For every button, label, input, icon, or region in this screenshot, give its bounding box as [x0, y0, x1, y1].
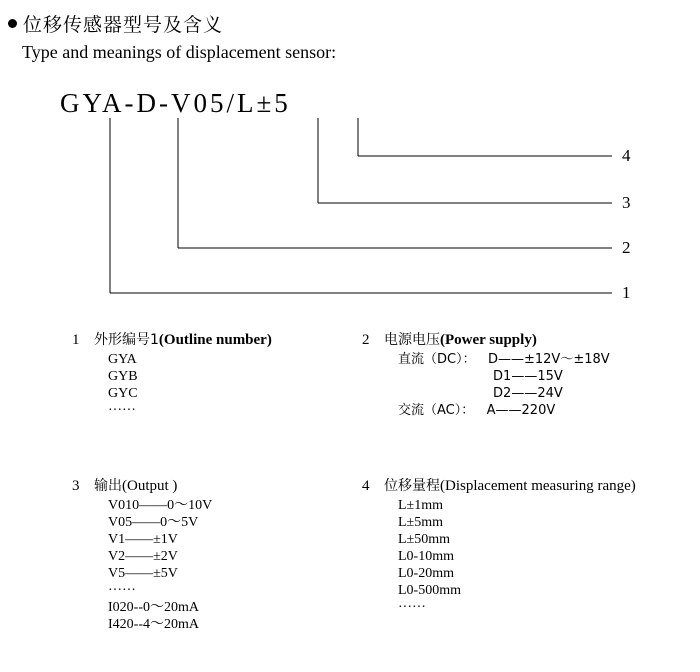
list-item: I420--4～20mA [108, 617, 199, 632]
legend-block-power-supply [362, 332, 692, 419]
legend-title-cn-4: 位移量程 [384, 478, 440, 494]
list-item: GYA [108, 352, 137, 367]
legend-block-measuring-range [362, 478, 700, 616]
legend-index-3: 3 [72, 478, 80, 494]
page-subtitle: Type and meanings of displacement sensor: [22, 42, 337, 62]
callout-number-2: 2 [622, 238, 631, 257]
callout-number-1: 1 [622, 283, 631, 302]
legend-title-2 [384, 332, 692, 349]
bullet-icon [8, 19, 17, 28]
list-item: V5——±5V [108, 566, 178, 581]
list-item: V010——0～10V [108, 498, 213, 513]
list-item: ······ [398, 600, 426, 615]
legend-items-3 [94, 497, 372, 633]
list-item: 直流（DC）： D——±12V～±18V [398, 352, 610, 367]
list-item: L±50mm [398, 532, 451, 547]
list-item: V05——0～5V [108, 515, 199, 530]
callout-number-4: 4 [622, 146, 631, 165]
list-item: V1——±1V [108, 532, 178, 547]
legend-block-output [72, 478, 372, 633]
model-code: GYA-D-V05/L±5 [60, 88, 291, 118]
legend-title-en-4: (Displacement measuring range) [440, 478, 636, 494]
legend-index-1: 1 [72, 332, 80, 348]
list-item: L0-10mm [398, 549, 454, 564]
legend-title-3 [94, 478, 372, 495]
list-item: ······ [108, 403, 136, 418]
legend-index-2: 2 [362, 332, 370, 348]
legend-title-4 [384, 478, 700, 495]
legend-index-4: 4 [362, 478, 370, 494]
legend-title-en-1: (Outline number) [158, 332, 272, 348]
legend-title-cn-1: 外形编号1 [94, 332, 159, 348]
list-item: GYB [108, 369, 138, 384]
legend-block-outline-number [72, 332, 372, 419]
list-item: 交流（AC）： A——220V [398, 403, 556, 418]
list-item: L0-20mm [398, 566, 454, 581]
list-item: V2——±2V [108, 549, 178, 564]
legend-title-cn-3: 输出 [94, 478, 122, 494]
callout-number-3: 3 [622, 193, 631, 212]
legend-title-cn-2: 电源电压 [384, 332, 440, 348]
legend-title-en-3: (Output ) [122, 478, 178, 494]
list-item: L±5mm [398, 515, 444, 530]
page-title: 位移传感器型号及含义 [23, 14, 224, 36]
legend-items-1 [94, 351, 372, 419]
list-item: I020--0～20mA [108, 600, 199, 615]
legend-items-4 [384, 497, 700, 616]
list-item: ······ [108, 583, 136, 598]
list-item: D1——15V [398, 369, 563, 384]
list-item: L±1mm [398, 498, 444, 513]
legend-title-en-2: (Power supply) [440, 332, 537, 348]
list-item: D2——24V [398, 386, 563, 401]
legend-title-1 [94, 332, 372, 349]
legend-items-2 [384, 351, 692, 419]
list-item: L0-500mm [398, 583, 461, 598]
list-item: GYC [108, 386, 138, 401]
page-header [8, 10, 223, 37]
